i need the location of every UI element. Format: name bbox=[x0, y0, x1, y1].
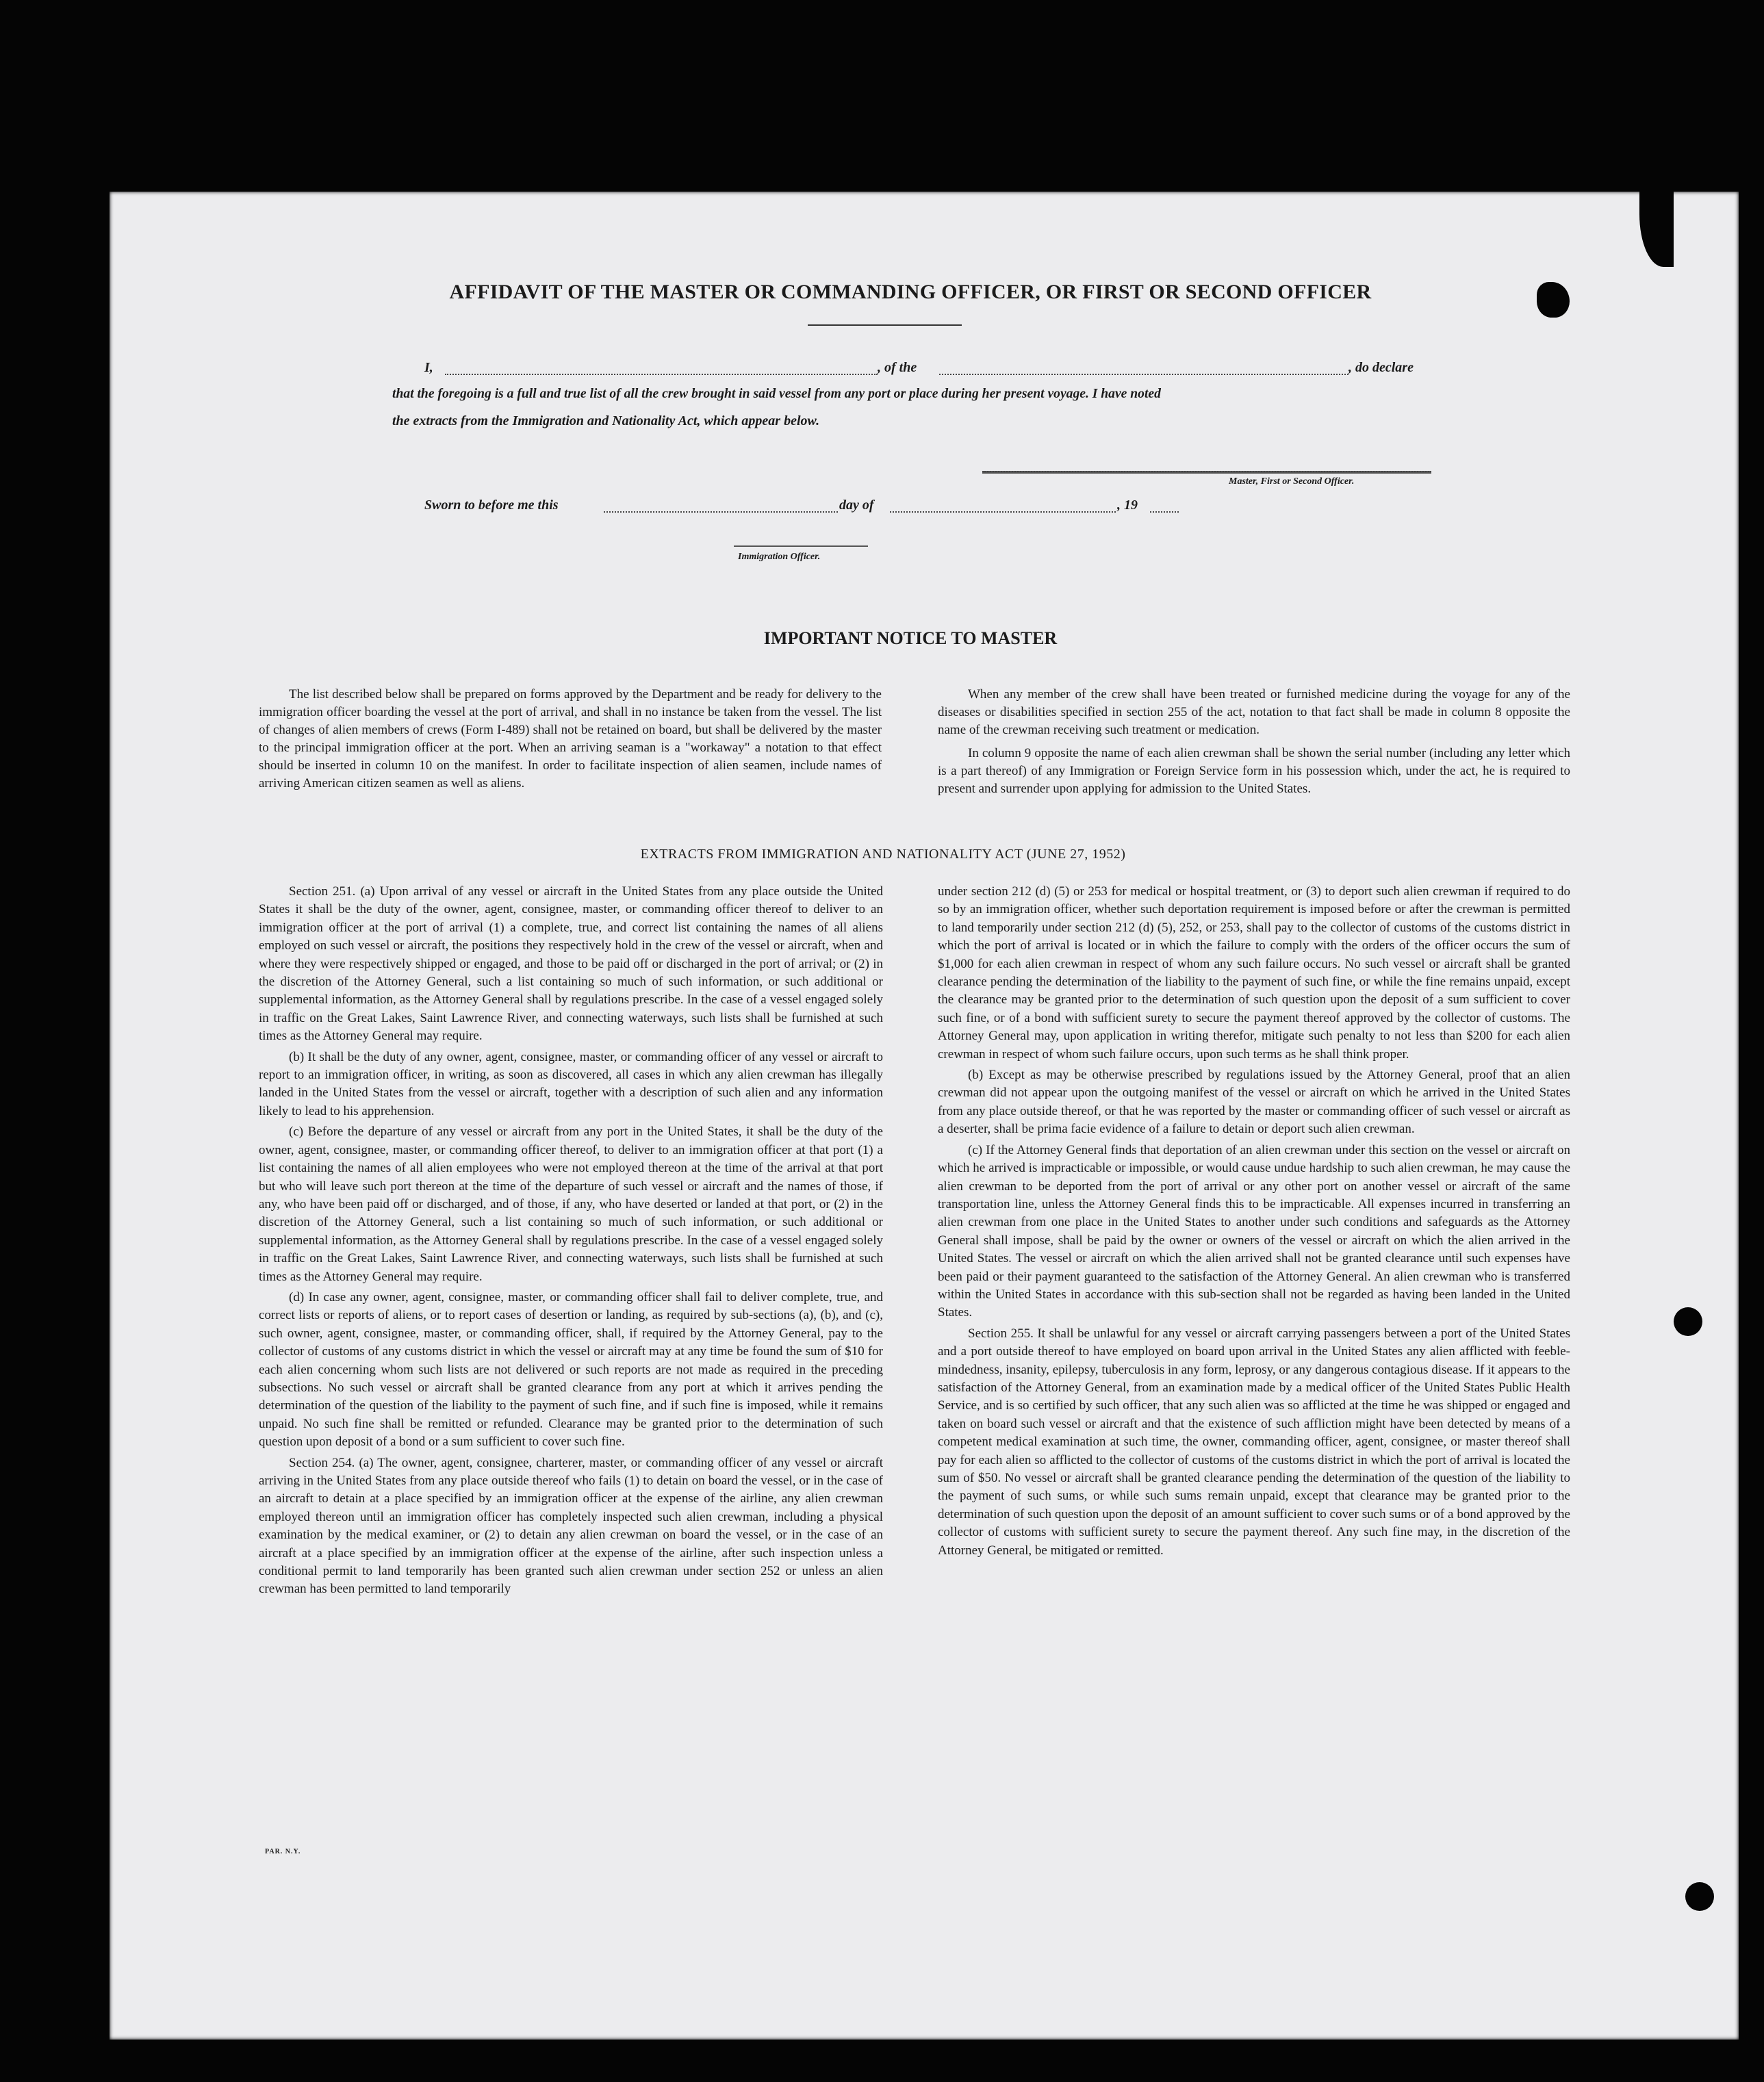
year-label: , 19 bbox=[1117, 498, 1138, 513]
officer-caption: Immigration Officer. bbox=[738, 552, 821, 562]
sworn-label: Sworn to before me this bbox=[424, 498, 559, 513]
declarant-name-field[interactable] bbox=[445, 374, 878, 375]
notice-right-column bbox=[938, 686, 1570, 804]
notice-title: IMPORTANT NOTICE TO MASTER bbox=[763, 628, 1058, 648]
extracts-title: EXTRACTS FROM IMMIGRATION AND NATIONALITY ACT (JUNE 27, 1952) bbox=[640, 847, 1126, 862]
do-declare-label: , do declare bbox=[1348, 360, 1414, 375]
notice-left-paragraph: The list described below shall be prepared on forms approved by the Department and be ready for delivery to the immigration officer boarding the vessel at the port of arrival, and shall in no instance be taken from the vessel. The list of changes of alien members of crews (Form I-489) shall not be retained on board, but shall be delivered by the master to the principal immigration officer at the port. When an arriving seaman is a "workaway" a notation to that effect should be inserted in column 10 on the manifest. In order to facilitate inspection of alien seamen, include names of arriving American citizen seamen as well as aliens. bbox=[259, 687, 882, 791]
punch-hole-upper bbox=[1674, 1307, 1702, 1336]
section-251-b: (b) It shall be the duty of any owner, agent, consignee, master, or commanding officer of any vessel or aircraft to report to an immigration officer, in writing, as soon as discovered, all cases in which any alien crewman has illegally landed in the United States from the vessel or aircraft, together with a description of such alien and any information likely to lead to his apprehension. bbox=[259, 1049, 883, 1118]
title-underline bbox=[808, 324, 962, 326]
punch-hole-lower bbox=[1685, 1882, 1714, 1911]
notice-right-paragraph-1: When any member of the crew shall have been treated or furnished medicine during the voyage for any of the diseases or disabilities specified in section 255 of the act, notation to that fact shall be made in column 8 opposite the name of the crewman receiving such treatment or medication. bbox=[938, 687, 1570, 737]
section-251-d: (d) In case any owner, agent, consignee, master, or commanding officer shall fail to deliver complete, true, and correct lists or reports of aliens, or to report cases of desertion or landing, as required by sub-sections (a), (b), and (c), such owner, agent, consignee, master, or commanding officer, shall, if required by the Attorney General, pay to the collector of customs of any customs district in which the vessel or aircraft may at any time be found the sum of $10 for each alien concerning whom such lists are not delivered or such reports are not made as required in the preceding subsections. No such vessel or aircraft shall be granted clearance from any port at which it arrives pending the determination of the question of the liability to the payment of such fine, and if such fine is imposed, while it remains unpaid. No such fine shall be remitted or refunded. Clearance may be granted prior to the determination of such question upon deposit of a bond or a sum sufficient to cover such fine. bbox=[259, 1289, 883, 1450]
section-254-a-continued: under section 212 (d) (5) or 253 for medical or hospital treatment, or (3) to deport such alien crewman if required to do so by an immigration officer, whether such deportation requirement is imposed before or after the crewman is permitted to land temporarily under section 212 (d) (5), 252, or 253, shall pay to the collector of customs of the customs district in which the port of arrival is located or in which the failure to comply with the orders of the officer occurs the sum of $1,000 for each alien crewman in respect of whom any such failure occurs. No such vessel or aircraft shall be granted clearance pending the determination of the liability to the payment of such fine, or while the fine remains unpaid, except the clearance may be granted prior to the determination of such question upon the deposit of a sum sufficient to cover such fine, or of a bond with sufficient surety to secure the payment thereof approved by the collector of customs. The Attorney General may, upon application in writing therefor, mitigate such penalty to not less than $200 for each alien crewman in respect of whom such failure occurs, upon such terms as he shall think proper. bbox=[938, 884, 1570, 1062]
printer-mark: PAR. N.Y. bbox=[265, 1848, 301, 1855]
master-caption: Master, First or Second Officer. bbox=[1229, 476, 1355, 487]
master-signature-line[interactable] bbox=[982, 471, 1431, 474]
section-251-c: (c) Before the departure of any vessel or aircraft from any port in the United States, it shall be the duty of the owner, agent, consignee, master, or commanding officer thereof, to deliver to an immigration officer at that port (1) a list containing the names of all alien employees who were not employed thereon at the time of the arrival at that port but who will leave such port thereon at the time of the departure of such vessel or aircraft and the names of those, if any, who have been paid off or discharged, and of those, if any, who have deserted or landed at that port, or (2) in the discretion of the Attorney General, such a list containing so much of such information, or such additional or supplemental information, as the Attorney General shall by regulations prescribe. In the case of a vessel engaged solely in traffic on the Great Lakes, Saint Lawrence River, and connecting waterways, such lists shall be furnished at such times as the Attorney General may require. bbox=[259, 1124, 883, 1284]
sworn-month-field[interactable] bbox=[890, 511, 1116, 513]
declarant-prefix: I, bbox=[424, 360, 433, 375]
extracts-right-column bbox=[938, 883, 1570, 1563]
declaration-line-3: the extracts from the Immigration and Nationality Act, which appear below. bbox=[392, 413, 820, 428]
section-254-b: (b) Except as may be otherwise prescribed by regulations issued by the Attorney General, proof that an alien crewman did not appear upon the outgoing manifest of the vessel or aircraft on which he arrived in the United States from any place outside thereof, or that he was reported by the master or commanding officer of such vessel or aircraft as a deserter, shall be prima facie evidence of a failure to detain or deport such alien crewman. bbox=[938, 1068, 1570, 1137]
extracts-left-column bbox=[259, 883, 883, 1602]
sworn-year-field[interactable] bbox=[1150, 511, 1179, 513]
declaration-line-2: that the foregoing is a full and true list of all the crew brought in said vessel from any port or place during her present voyage. I have noted bbox=[392, 387, 1161, 401]
affidavit-title: AFFIDAVIT OF THE MASTER OR COMMANDING OFFICER, OR FIRST OR SECOND OFFICER bbox=[449, 281, 1372, 303]
day-of-label: day of bbox=[839, 498, 874, 513]
vessel-name-field[interactable] bbox=[939, 374, 1348, 375]
sworn-day-field[interactable] bbox=[604, 511, 838, 513]
section-251-a: Section 251. (a) Upon arrival of any vessel or aircraft in the United States from any place outside the United States it shall be the duty of the owner, agent, consignee, master, or commanding officer thereof to deliver to an immigration officer at the port of arrival (1) a complete, true, and correct list containing the names of all aliens employed on such vessel or aircraft, the positions they respectively hold in the crew of the vessel or aircraft, when and where they were respectively shipped or engaged, and those to be paid off or discharged in the port of arrival; or (2) in the discretion of the Attorney General, such a list containing so much of such information, or such additional or supplemental information, as the Attorney General shall by regulations prescribe. In the case of a vessel engaged solely in traffic on the Great Lakes, Saint Lawrence River, and connecting waterways, such lists shall be furnished at such times as the Attorney General may require. bbox=[259, 884, 883, 1044]
section-254-a: Section 254. (a) The owner, agent, consignee, charterer, master, or commanding officer of any vessel or aircraft arriving in the United States from any place outside thereof who fails (1) to detain on board the vessel, or in the case of an aircraft to detain at a place specified by an immigration officer at the expense of the airline, any alien crewman employed thereon until an immigration officer has completely inspected such alien crewman, including a physical examination by the medical examiner, or (2) to detain any alien crewman on board the vessel, or in the case of an aircraft at a place specified by an immigration officer at the expense of the airline, after such inspection unless a conditional permit to land temporarily has been granted such alien crewman under section 252 or unless an alien crewman has been permitted to land temporarily bbox=[259, 1455, 883, 1597]
of-the-label: , of the bbox=[878, 360, 917, 375]
section-254-c: (c) If the Attorney General finds that deportation of an alien crewman under this section on the vessel or aircraft on which he arrived is impracticable or impossible, or would cause undue hardship to such alien crewman, he may cause the alien crewman to be deported from the port of arrival or any other port on another vessel or aircraft of the same transportation line, unless the Attorney General finds this to be impracticable. All expenses incurred in transferring an alien crewman from one place in the United States to another under such conditions and safeguards as the Attorney General shall impose, shall be paid by the owner or owners of the vessel or aircraft on which the alien arrived in the United States. The vessel or aircraft on which the alien arrived shall not be granted clearance until such expenses have been paid or their payment guaranteed to the satisfaction of the Attorney General. An alien crewman who is transferred within the United States in accordance with this sub-section shall not be regarded as having been landed in the United States. bbox=[938, 1142, 1570, 1320]
notice-left-column bbox=[259, 686, 882, 798]
officer-signature-line[interactable] bbox=[734, 545, 868, 547]
section-255: Section 255. It shall be unlawful for any vessel or aircraft carrying passengers between a port of the United States and a port outside thereof to have employed on board upon arrival in the United States any alien afflicted with feeble-mindedness, insanity, epilepsy, tuberculosis in any form, leprosy, or any dangerous contagious disease. If it appears to the satisfaction of the Attorney General, from an examination made by a medical officer of the United States Public Health Service, and is so certified by such officer, that any such alien was so afflicted at the time he was shipped or engaged and taken on board such vessel or aircraft and that the existence of such affliction might have been detected by means of a competent medical examination at such time, the owner, commanding officer, agent, consignee, or master thereof shall pay for each alien so afflicted to the collector of customs of the customs district in which the port of arrival is located the sum of $50. No vessel or aircraft shall be granted clearance pending the determination of the question of the liability to the payment of such sums, or while such sums remain unpaid, except that clearance may be granted prior to the determination of such question upon the deposit of an amount sufficient to cover such sums or of a bond approved by the collector of customs with sufficient surety to secure the payment thereof. Any such fine may, in the discretion of the Attorney General, be mitigated or remitted. bbox=[938, 1326, 1570, 1558]
notice-right-paragraph-2: In column 9 opposite the name of each alien crewman shall be shown the serial number (including any letter which is a part thereof) of any Immigration or Foreign Service form in his possession which, under the act, he is required to present and surrender upon applying for admission to the United States. bbox=[938, 746, 1570, 796]
